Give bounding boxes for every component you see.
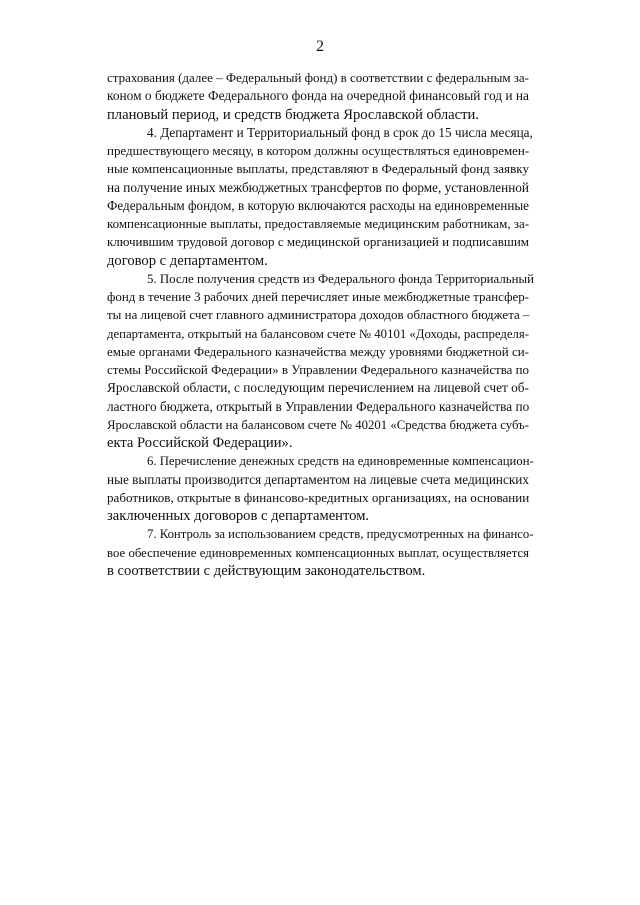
text-line: компенсационные выплаты, предоставляемые медицинским работникам, за- [107,216,529,231]
text-line: 4. Департамент и Территориальный фонд в срок до 15 числа месяца, [147,124,533,140]
text-line: в соответствии с действующим законодательством. [107,562,426,579]
text-line: на получение иных межбюджетных трансфертов по форме, установленной [107,179,529,195]
paragraph [107,525,534,580]
text-line: департамента, открытый на балансовом счете № 40101 «Доходы, распределя- [107,326,530,341]
text-line: 7. Контроль за использованием средств, предусмотренных на финансо- [147,527,534,542]
text-line: ные выплаты производится департаментом на лицевые счета медицинских [107,471,530,487]
text-line: ные компенсационные выплаты, представляют в Федеральный фонд заявку [107,161,529,177]
document-body [107,69,535,580]
text-line: фонд в течение 3 рабочих дней перечисляет иные межбюджетные трансфер- [107,289,529,304]
text-line: предшествующего месяцу, в котором должны осуществляться единовремен- [107,143,530,158]
text-line: ключившим трудовой договор с медицинской организацией и подписавшим [107,234,529,250]
text-line: ты на лицевой счет главного администратора доходов областного бюджета – [107,307,530,323]
text-line: договор с департаментом. [107,252,268,269]
text-line: плановый период, и средств бюджета Ярославской области. [107,106,479,123]
paragraph [107,124,533,270]
page-number: 2 [316,38,324,55]
text-line: Ярославской области, с последующим перечислением на лицевой счет об- [107,380,529,396]
text-line: Ярославской области на балансовом счете № 40201 «Средства бюджета субъ- [107,417,529,432]
text-line: работников, открытые в финансово-кредитных организациях, на основании [107,489,530,505]
text-line: 5. После получения средств из Федерального фонда Территориальный [147,271,535,286]
text-line: екта Российской Федерации». [107,435,293,451]
text-line: стемы Российской Федерации» в Управлении Федерального казначейства по [107,362,529,377]
paragraph [107,270,535,453]
text-line: емые органами Федерального казначейства между уровнями бюджетной си- [107,343,529,359]
text-line: Федеральным фондом, в которую включаются расходы на единовременные [107,197,529,213]
text-line: коном о бюджете Федерального фонда на очередной финансовый год и на [107,88,529,104]
paragraph [107,452,534,525]
text-line: ластного бюджета, открытый в Управлении Федерального казначейства по [107,398,530,414]
text-line: вое обеспечение единовременных компенсационных выплат, осуществляется [107,545,529,560]
text-line: 6. Перечисление денежных средств на единовременные компенсацион- [147,454,534,469]
text-line: заключенных договоров с департаментом. [107,508,370,524]
text-line: страхования (далее – Федеральный фонд) в соответствии с федеральным за- [107,70,529,85]
paragraph [107,69,529,124]
